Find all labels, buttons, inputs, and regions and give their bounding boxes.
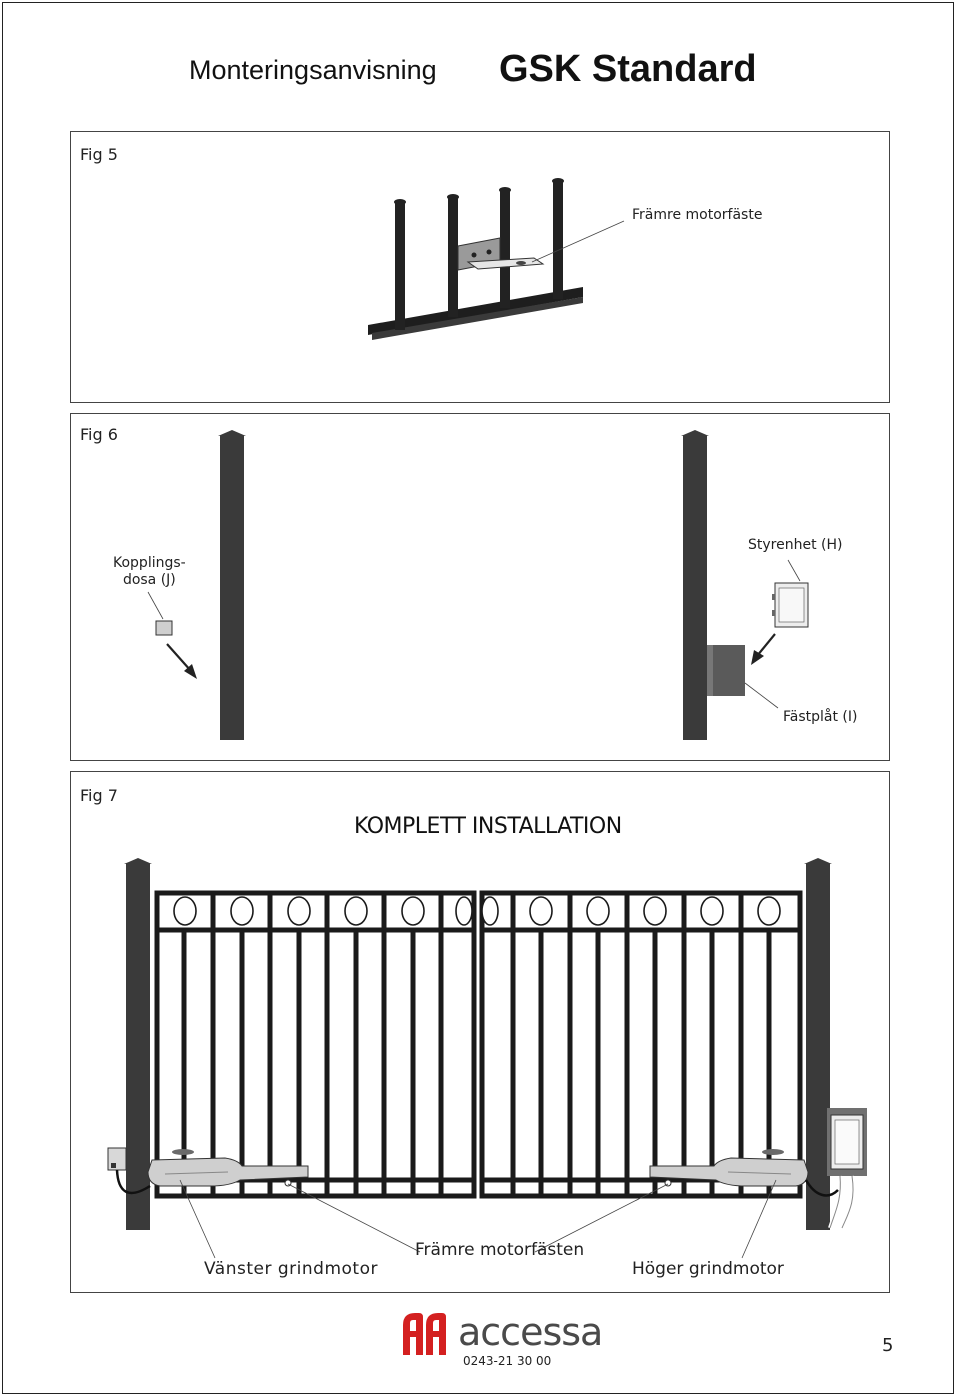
mounting-plate-callout: Fästplåt (I) (783, 709, 858, 725)
page-number: 5 (882, 1335, 894, 1356)
junction-box-callout: Kopplings- dosa (J) (113, 555, 186, 588)
figure-6-label: Fig 6 (80, 425, 118, 444)
figure-7-label: Fig 7 (80, 786, 118, 805)
figure-5-label: Fig 5 (80, 145, 118, 164)
complete-installation-heading: KOMPLETT INSTALLATION (354, 814, 622, 839)
right-gate-leaf (482, 893, 800, 1196)
document-title: Monteringsanvisning (189, 55, 437, 85)
left-motor-callout: Vänster grindmotor (204, 1259, 378, 1279)
right-motor-callout: Höger grindmotor (632, 1259, 784, 1279)
phone-number: 0243-21 30 00 (463, 1354, 552, 1368)
left-gate-leaf (157, 893, 474, 1196)
brand-name: accessa (458, 1310, 603, 1354)
control-unit-callout: Styrenhet (H) (748, 537, 843, 553)
front-brackets-callout: Främre motorfästen (415, 1240, 585, 1260)
product-title: GSK Standard (499, 48, 757, 90)
accessa-logo-mark (401, 1311, 449, 1357)
front-motor-bracket-callout: Främre motorfäste (632, 207, 763, 223)
